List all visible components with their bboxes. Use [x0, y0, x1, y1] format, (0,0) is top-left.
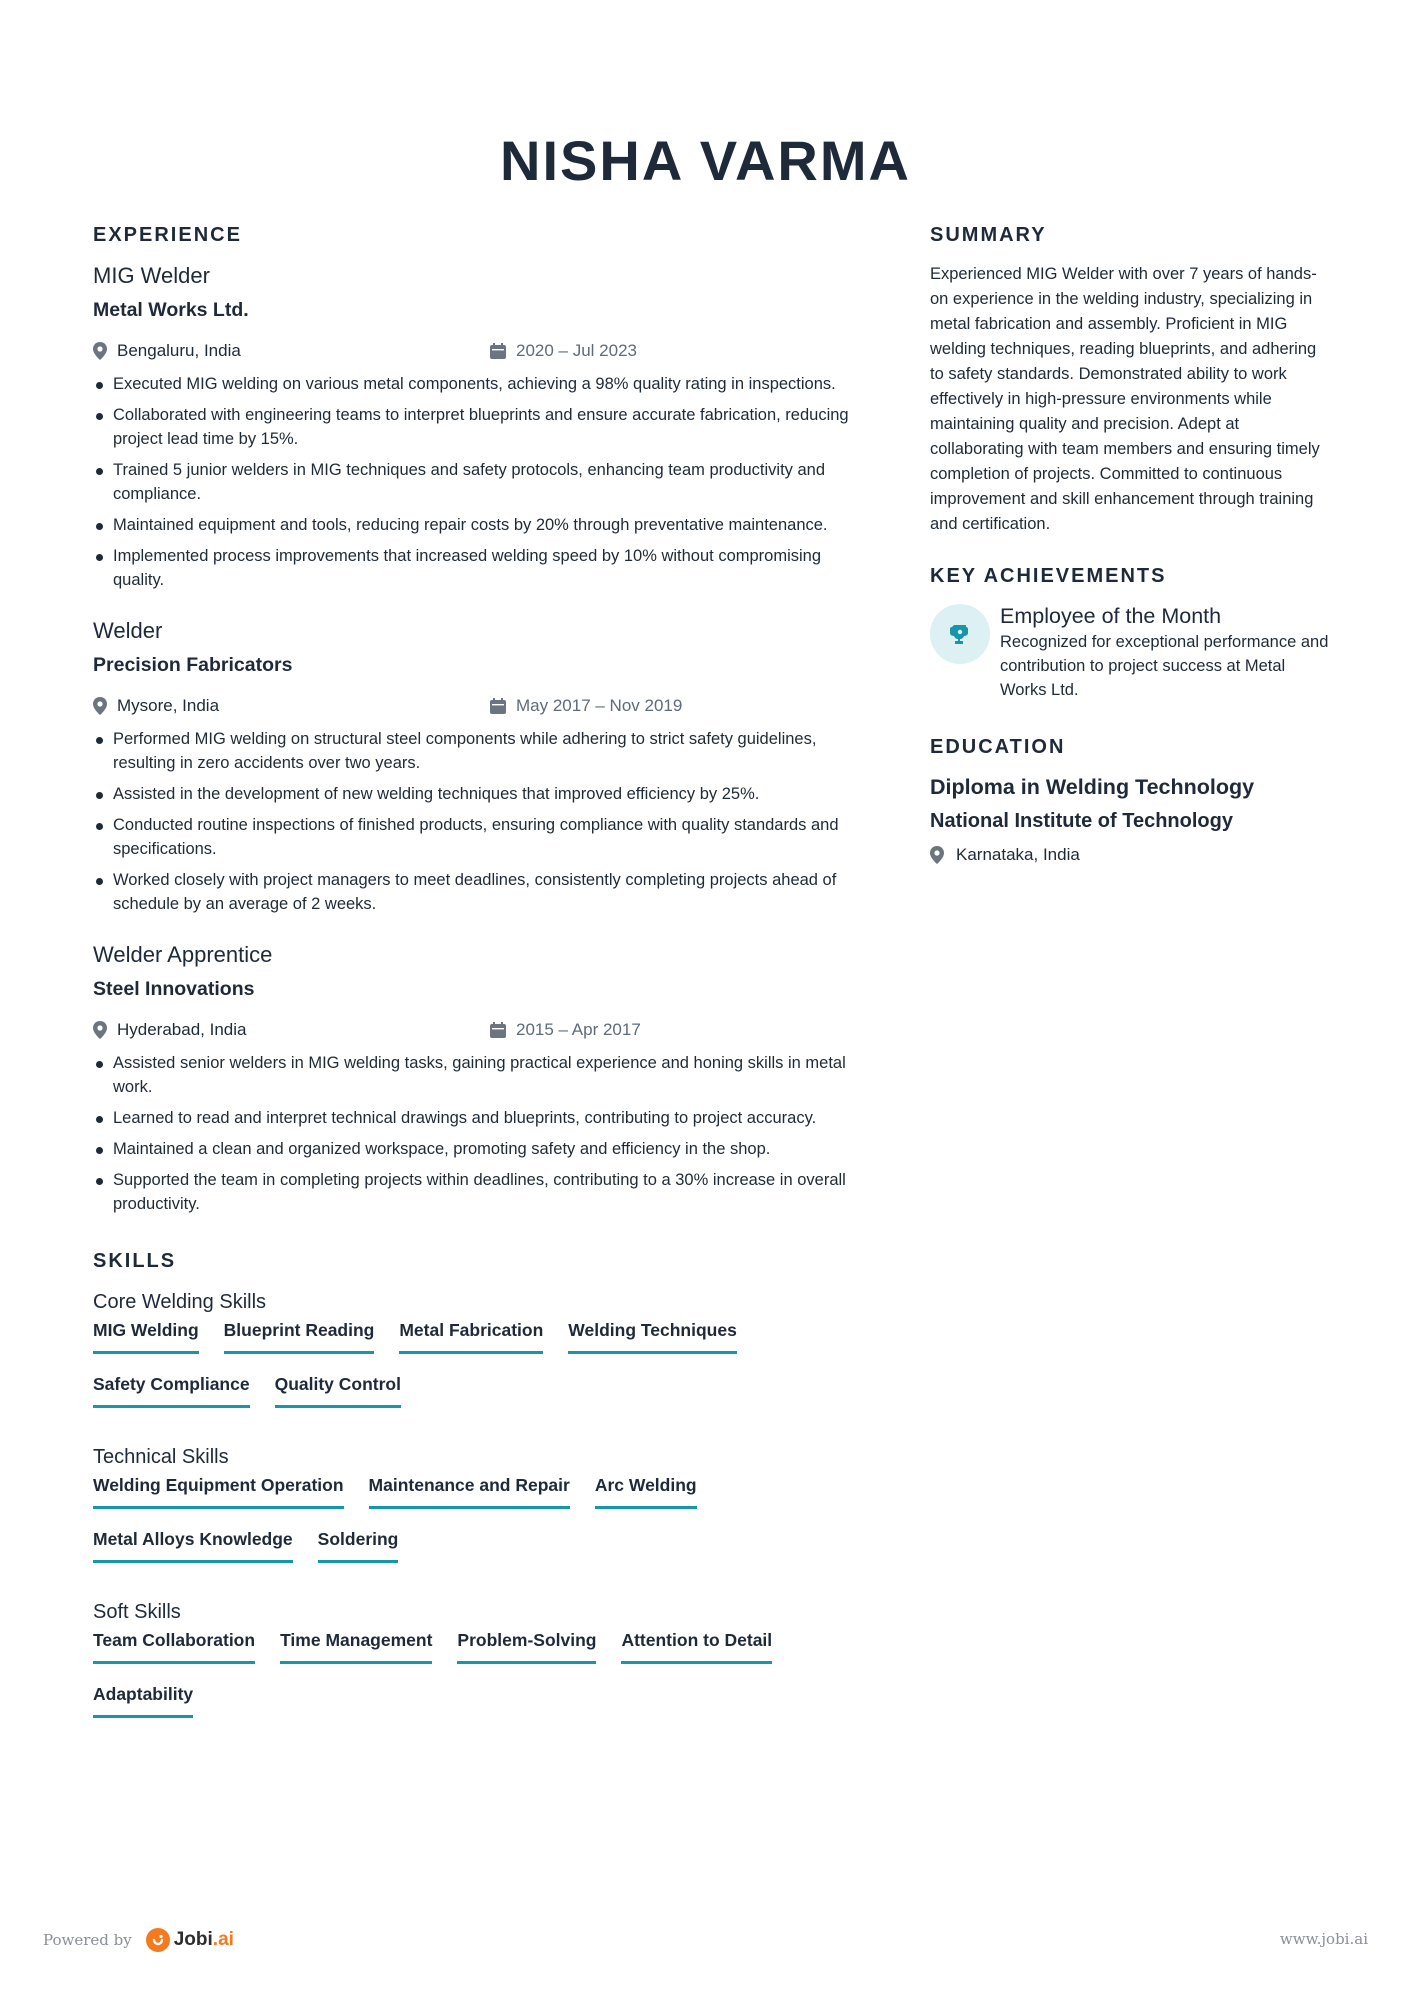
- achievements-section: [930, 565, 1330, 702]
- job-location-text: Mysore, India: [117, 696, 220, 715]
- achievements-heading: KEY ACHIEVEMENTS: [930, 565, 1167, 587]
- skills-section: [93, 1250, 863, 1738]
- job-meta: [93, 1019, 863, 1041]
- skill-group-title: Technical Skills: [93, 1446, 229, 1468]
- job-bullet: Implemented process improvements that increased welding speed by 10% without compromising quality.: [93, 544, 863, 592]
- skill-chip: Welding Techniques: [568, 1320, 737, 1354]
- skill-group: [93, 1601, 863, 1738]
- job-location: [93, 696, 490, 716]
- school: National Institute of Technology: [930, 810, 1233, 832]
- achievement-title: Employee of the Month: [1000, 604, 1222, 628]
- skill-chip: Metal Alloys Knowledge: [93, 1529, 293, 1563]
- job-bullet: Maintained a clean and organized workspace, promoting safety and efficiency in the shop.: [93, 1137, 863, 1161]
- skill-chip: Arc Welding: [595, 1475, 697, 1509]
- job-bullet: Assisted senior welders in MIG welding tasks, gaining practical experience and honing skills in metal work.: [93, 1051, 863, 1099]
- job-location-text: Hyderabad, India: [117, 1020, 247, 1039]
- skill-group-title: Soft Skills: [93, 1601, 181, 1623]
- job-bullet: Assisted in the development of new welding techniques that improved efficiency by 25%.: [93, 782, 863, 806]
- job-bullet: Conducted routine inspections of finished products, ensuring compliance with quality standards and specifications.: [93, 813, 863, 861]
- calendar-icon: [490, 343, 506, 359]
- job-dates: [490, 1020, 641, 1040]
- experience-heading: EXPERIENCE: [93, 224, 242, 246]
- skill-chips: [93, 1630, 853, 1738]
- achievement-description: Recognized for exceptional performance and contribution to project success at Metal Works Ltd.: [1000, 633, 1329, 699]
- job-meta: [93, 340, 863, 362]
- skill-chip: Soldering: [318, 1529, 399, 1563]
- job-dates-text: 2020 – Jul 2023: [516, 341, 637, 360]
- job-bullet: Worked closely with project managers to meet deadlines, consistently completing projects ahead of schedule by an average of 2 weeks.: [93, 868, 863, 916]
- job-bullets: [93, 1051, 863, 1216]
- skill-chips: [93, 1475, 853, 1583]
- skill-chip: Maintenance and Repair: [369, 1475, 570, 1509]
- job-bullet: Collaborated with engineering teams to interpret blueprints and ensure accurate fabrication, reducing project lead time by 15%.: [93, 403, 863, 451]
- website-link[interactable]: www.jobi.ai: [1279, 1930, 1368, 1948]
- skill-chip: Safety Compliance: [93, 1374, 250, 1408]
- education-heading: EDUCATION: [930, 736, 1066, 758]
- job-bullet: Trained 5 junior welders in MIG techniques and safety protocols, enhancing team productivity and compliance.: [93, 458, 863, 506]
- skills-heading: SKILLS: [93, 1250, 177, 1272]
- job-location: [93, 341, 490, 361]
- candidate-name: NISHA VARMA: [500, 129, 911, 192]
- experience-list: [93, 263, 863, 1216]
- location-pin-icon: [93, 1021, 107, 1039]
- skill-group: [93, 1446, 863, 1583]
- education-location-text: Karnataka, India: [956, 845, 1080, 864]
- skill-chips: [93, 1320, 853, 1428]
- job-bullet: Learned to read and interpret technical drawings and blueprints, contributing to project accuracy.: [93, 1106, 863, 1130]
- skill-chip: Time Management: [280, 1630, 432, 1664]
- brand-logo-link[interactable]: [146, 1928, 234, 1952]
- job-dates-text: 2015 – Apr 2017: [516, 1020, 641, 1039]
- job-entry: [93, 263, 863, 592]
- summary-text: Experienced MIG Welder with over 7 years of hands-on experience in the welding industry, specializing in metal fabrication and assembly. Proficient in MIG welding techniques, reading blueprints, and adhering to safety standards. Demonstrated ability to work effectively in high-pressure environments while maintaining quality and precision. Adept at collaborating with team members and ensuring timely completion of projects. Committed to continuous improvement and skill enhancement through training and certification.: [930, 265, 1320, 533]
- education-location: [930, 845, 1330, 865]
- education-section: [930, 736, 1330, 865]
- job-dates: [490, 341, 637, 361]
- job-title: Welder Apprentice: [93, 942, 273, 967]
- location-pin-icon: [93, 342, 107, 360]
- skill-group-title: Core Welding Skills: [93, 1291, 267, 1313]
- trophy-icon: [930, 604, 990, 664]
- skill-chip: Welding Equipment Operation: [93, 1475, 344, 1509]
- job-bullets: [93, 372, 863, 592]
- skill-chip: Problem-Solving: [457, 1630, 596, 1664]
- skill-chip: Attention to Detail: [621, 1630, 772, 1664]
- job-bullets: [93, 727, 863, 916]
- skill-groups: [93, 1291, 863, 1738]
- job-title: Welder: [93, 618, 163, 643]
- company-name: Steel Innovations: [93, 978, 255, 1000]
- job-meta: [93, 695, 863, 717]
- powered-by: [43, 1928, 234, 1952]
- achievement-item: [930, 604, 1330, 702]
- company-name: Metal Works Ltd.: [93, 299, 249, 321]
- location-pin-icon: [930, 846, 944, 864]
- jobi-logo-icon: [146, 1928, 170, 1952]
- skill-chip: Blueprint Reading: [224, 1320, 375, 1354]
- job-entry: [93, 942, 863, 1216]
- brand-suffix: .ai: [212, 1929, 234, 1950]
- job-bullet: Performed MIG welding on structural steel components while adhering to strict safety guidelines, resulting in zero accidents over two years.: [93, 727, 863, 775]
- job-entry: [93, 618, 863, 916]
- job-bullet: Maintained equipment and tools, reducing repair costs by 20% through preventative maintenance.: [93, 513, 863, 537]
- job-bullet: Executed MIG welding on various metal components, achieving a 98% quality rating in inspections.: [93, 372, 863, 396]
- job-dates: [490, 696, 682, 716]
- calendar-icon: [490, 1022, 506, 1038]
- powered-by-label: Powered by: [43, 1931, 132, 1949]
- calendar-icon: [490, 698, 506, 714]
- job-location: [93, 1020, 490, 1040]
- job-dates-text: May 2017 – Nov 2019: [516, 696, 683, 715]
- job-bullet: Supported the team in completing projects within deadlines, contributing to a 30% increase in overall productivity.: [93, 1168, 863, 1216]
- skill-chip: Team Collaboration: [93, 1630, 255, 1664]
- brand-name: [174, 1929, 234, 1951]
- brand-main: Jobi: [173, 1929, 213, 1950]
- left-column: [93, 224, 863, 1738]
- skill-chip: Metal Fabrication: [399, 1320, 543, 1354]
- job-title: MIG Welder: [93, 263, 210, 288]
- skill-chip: Quality Control: [275, 1374, 401, 1408]
- skill-group: [93, 1291, 863, 1428]
- location-pin-icon: [93, 697, 107, 715]
- job-location-text: Bengaluru, India: [117, 341, 241, 360]
- right-column: [930, 224, 1330, 865]
- skill-chip: MIG Welding: [93, 1320, 199, 1354]
- degree: Diploma in Welding Technology: [930, 775, 1255, 799]
- skill-chip: Adaptability: [93, 1684, 193, 1718]
- summary-heading: SUMMARY: [930, 224, 1047, 246]
- company-name: Precision Fabricators: [93, 654, 293, 676]
